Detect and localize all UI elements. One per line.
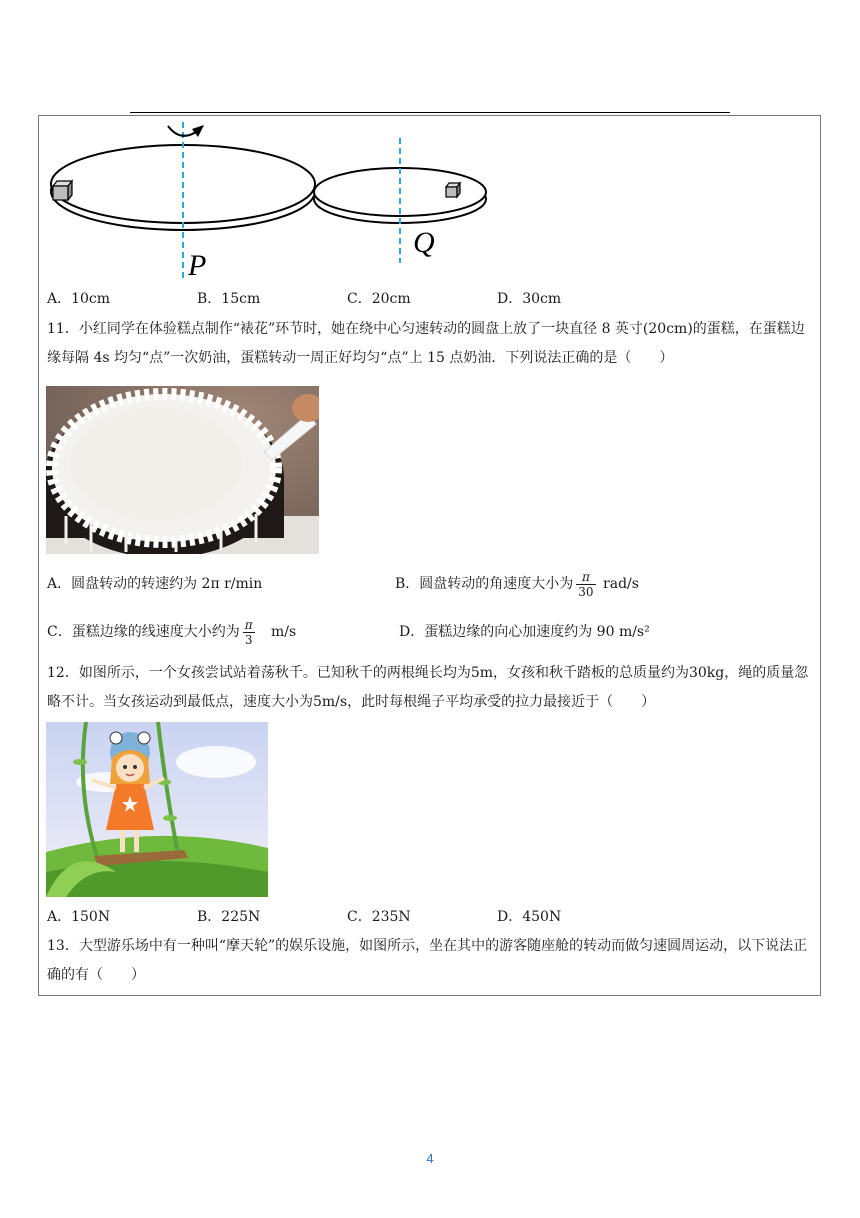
q12-stem: 12．如图所示，一个女孩尝试站着荡秋千。已知秋千的两根绳长均为5m，女孩和秋千踏板的总质量约为30kg，绳的质量忽略不计。当女孩运动到最低点，速度大小为5m/s，此时每根绳子平均承受的拉力最接近于（ ） — [47, 665, 809, 710]
disks-figure — [44, 118, 494, 280]
q11-option-c-numerator: π — [244, 617, 253, 632]
q11-option-d: D．蛋糕边缘的向心加速度约为 90 m/s² — [399, 624, 650, 640]
q13-stem: 13．大型游乐场中有一种叫“摩天轮”的娱乐设施，如图所示，坐在其中的游客随座舱的转动而做匀速圆周运动，以下说法正确的有（ ） — [47, 938, 808, 983]
q12-option-c: C．235N — [347, 909, 411, 925]
q11-option-c-text: C．蛋糕边缘的线速度大小约为 — [47, 624, 240, 640]
q10-option-c: C．20cm — [347, 291, 411, 307]
label-p: P — [188, 249, 207, 280]
swing-girl-illustration — [46, 722, 268, 897]
q11-option-b-numerator: π — [576, 570, 595, 585]
page-number: 4 — [426, 1151, 434, 1166]
q11-option-c-denominator: 3 — [244, 632, 253, 647]
q12-option-b: B．225N — [197, 909, 261, 925]
block-on-disk-p — [53, 181, 72, 200]
q11-option-b — [395, 565, 639, 603]
q11-option-a: A．圆盘转动的转速约为 2π r/min — [47, 576, 263, 592]
header-rule — [130, 112, 730, 113]
q11-option-c-unit: m/s — [270, 624, 297, 640]
q11-stem: 11．小红同学在体验糕点制作“裱花”环节时，她在绕中心匀速转动的圆盘上放了一块直径 8 英寸(20cm)的蛋糕，在蛋糕边缘每隔 4s 均匀“点”一次奶油，蛋糕转动一周正好均匀“点”上 15 点奶油．下列说法正确的是（ ） — [47, 321, 805, 366]
q11-option-b-fraction — [576, 570, 595, 599]
q11-option-c-fraction — [243, 618, 255, 647]
q12-option-a: A．150N — [47, 909, 111, 925]
q12-option-d: D．450N — [497, 909, 562, 925]
q11-option-c — [47, 613, 296, 651]
q10-option-b: B．15cm — [197, 291, 261, 307]
q10-option-a: A．10cm — [47, 291, 111, 307]
q11-option-b-text: B．圆盘转动的角速度大小为 — [395, 576, 574, 592]
q11-option-b-unit: rad/s — [603, 576, 639, 592]
cake-photo — [46, 386, 319, 554]
disk-q — [314, 168, 486, 223]
q11-option-b-denominator: 30 — [578, 584, 594, 599]
block-on-disk-q — [446, 183, 460, 197]
q10-option-d: D．30cm — [497, 291, 562, 307]
label-q: Q — [413, 226, 435, 259]
